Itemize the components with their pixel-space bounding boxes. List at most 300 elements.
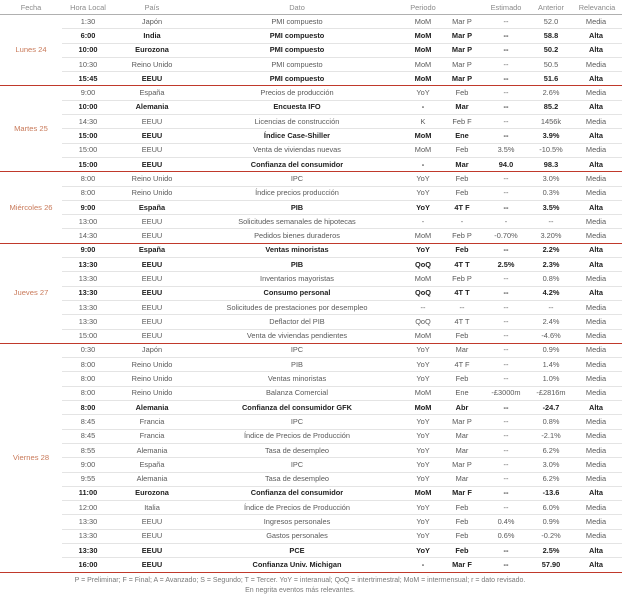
country-cell: Reino Unido: [114, 57, 190, 71]
previous-cell: 50.5: [530, 57, 572, 71]
hour-cell: 8:00: [62, 372, 114, 386]
estimate-cell: 0.4%: [482, 515, 530, 529]
period-ref-cell: Feb F: [442, 115, 482, 129]
previous-cell: 3.5%: [530, 200, 572, 214]
period-ref-cell: Mar P: [442, 15, 482, 29]
table-row: [0, 472, 622, 486]
hour-cell: 12:00: [62, 501, 114, 515]
country-cell: India: [114, 29, 190, 43]
country-cell: Reino Unido: [114, 386, 190, 400]
previous-cell: 3.9%: [530, 129, 572, 143]
hour-cell: 8:45: [62, 429, 114, 443]
estimate-cell: -0.70%: [482, 229, 530, 243]
estimate-cell: --: [482, 329, 530, 343]
estimate-cell: --: [482, 472, 530, 486]
relevance-cell: Media: [572, 458, 622, 472]
hour-cell: 9:00: [62, 200, 114, 214]
country-cell: EEUU: [114, 315, 190, 329]
indicator-cell: Solicitudes de prestaciones por desempleo: [190, 300, 404, 314]
country-cell: Alemania: [114, 472, 190, 486]
period-cell: -: [404, 100, 442, 114]
hour-cell: 14:30: [62, 115, 114, 129]
period-ref-cell: 4T T: [442, 258, 482, 272]
previous-cell: 4.2%: [530, 286, 572, 300]
indicator-cell: PMI compuesto: [190, 57, 404, 71]
previous-cell: 0.9%: [530, 515, 572, 529]
period-ref-cell: Mar: [442, 443, 482, 457]
period-cell: -: [404, 215, 442, 229]
country-cell: Reino Unido: [114, 358, 190, 372]
indicator-cell: PMI compuesto: [190, 15, 404, 29]
period-ref-cell: Feb: [442, 515, 482, 529]
relevance-cell: Media: [572, 529, 622, 543]
hour-cell: 10:00: [62, 43, 114, 57]
table-row: [0, 100, 622, 114]
previous-cell: 51.6: [530, 72, 572, 86]
period-cell: MoM: [404, 43, 442, 57]
hour-cell: 11:00: [62, 486, 114, 500]
indicator-cell: Índice de Precios de Producción: [190, 429, 404, 443]
estimate-cell: --: [482, 443, 530, 457]
col-header: País: [114, 0, 190, 15]
period-ref-cell: Mar P: [442, 57, 482, 71]
relevance-cell: Media: [572, 229, 622, 243]
hour-cell: 13:00: [62, 215, 114, 229]
hour-cell: 15:45: [62, 72, 114, 86]
estimate-cell: --: [482, 243, 530, 257]
estimate-cell: --: [482, 372, 530, 386]
country-cell: Italia: [114, 501, 190, 515]
period-cell: QoQ: [404, 286, 442, 300]
estimate-cell: --: [482, 300, 530, 314]
previous-cell: -2.1%: [530, 429, 572, 443]
relevance-cell: Media: [572, 143, 622, 157]
period-ref-cell: Mar: [442, 429, 482, 443]
period-cell: YoY: [404, 243, 442, 257]
relevance-cell: Media: [572, 343, 622, 357]
estimate-cell: --: [482, 558, 530, 572]
indicator-cell: PMI compuesto: [190, 29, 404, 43]
period-cell: YoY: [404, 458, 442, 472]
country-cell: Reino Unido: [114, 372, 190, 386]
indicator-cell: Ventas minoristas: [190, 243, 404, 257]
period-cell: MoM: [404, 486, 442, 500]
period-cell: YoY: [404, 86, 442, 100]
country-cell: EEUU: [114, 558, 190, 572]
country-cell: Francia: [114, 429, 190, 443]
estimate-cell: --: [482, 57, 530, 71]
indicator-cell: Solicitudes semanales de hipotecas: [190, 215, 404, 229]
country-cell: EEUU: [114, 258, 190, 272]
period-ref-cell: 4T F: [442, 358, 482, 372]
period-ref-cell: 4T T: [442, 315, 482, 329]
period-ref-cell: Mar: [442, 157, 482, 171]
period-cell: MoM: [404, 15, 442, 29]
indicator-cell: Índice de Precios de Producción: [190, 501, 404, 515]
col-header: Fecha: [0, 0, 62, 15]
indicator-cell: Tasa de desempleo: [190, 472, 404, 486]
previous-cell: --: [530, 215, 572, 229]
hour-cell: 8:00: [62, 172, 114, 186]
relevance-cell: Media: [572, 15, 622, 29]
previous-cell: 3.0%: [530, 458, 572, 472]
relevance-cell: Alta: [572, 486, 622, 500]
col-header: Hora Local: [62, 0, 114, 15]
table-row: [0, 86, 622, 100]
period-cell: YoY: [404, 186, 442, 200]
country-cell: Reino Unido: [114, 172, 190, 186]
header-row: [0, 0, 622, 15]
hour-cell: 6:00: [62, 29, 114, 43]
previous-cell: 6.2%: [530, 472, 572, 486]
period-cell: -: [404, 558, 442, 572]
period-ref-cell: Feb: [442, 543, 482, 557]
table-row: [0, 443, 622, 457]
relevance-cell: Media: [572, 172, 622, 186]
hour-cell: 13:30: [62, 286, 114, 300]
estimate-cell: --: [482, 415, 530, 429]
country-cell: EEUU: [114, 143, 190, 157]
col-header: Estimado: [482, 0, 530, 15]
period-ref-cell: Mar: [442, 343, 482, 357]
indicator-cell: PCE: [190, 543, 404, 557]
table-row: [0, 343, 622, 357]
estimate-cell: --: [482, 172, 530, 186]
relevance-cell: Alta: [572, 243, 622, 257]
table-row: [0, 43, 622, 57]
hour-cell: 8:00: [62, 386, 114, 400]
previous-cell: 52.0: [530, 15, 572, 29]
country-cell: EEUU: [114, 529, 190, 543]
period-cell: MoM: [404, 57, 442, 71]
relevance-cell: Media: [572, 115, 622, 129]
estimate-cell: --: [482, 186, 530, 200]
country-cell: EEUU: [114, 515, 190, 529]
previous-cell: -4.6%: [530, 329, 572, 343]
calendar-body: [0, 15, 622, 573]
hour-cell: 13:30: [62, 272, 114, 286]
table-row: [0, 115, 622, 129]
table-row: [0, 186, 622, 200]
relevance-cell: Media: [572, 501, 622, 515]
table-row: [0, 272, 622, 286]
indicator-cell: PMI compuesto: [190, 72, 404, 86]
estimate-cell: --: [482, 343, 530, 357]
relevance-cell: Alta: [572, 200, 622, 214]
table-row: [0, 243, 622, 257]
relevance-cell: Media: [572, 329, 622, 343]
relevance-cell: Alta: [572, 558, 622, 572]
country-cell: EEUU: [114, 286, 190, 300]
period-ref-cell: Feb: [442, 186, 482, 200]
table-row: [0, 315, 622, 329]
previous-cell: -13.6: [530, 486, 572, 500]
period-cell: QoQ: [404, 315, 442, 329]
country-cell: EEUU: [114, 129, 190, 143]
previous-cell: 98.3: [530, 157, 572, 171]
indicator-cell: Gastos personales: [190, 529, 404, 543]
previous-cell: 57.90: [530, 558, 572, 572]
country-cell: Alemania: [114, 401, 190, 415]
period-ref-cell: Abr: [442, 401, 482, 415]
period-ref-cell: Feb: [442, 372, 482, 386]
indicator-cell: Inventarios mayoristas: [190, 272, 404, 286]
previous-cell: -24.7: [530, 401, 572, 415]
relevance-cell: Media: [572, 415, 622, 429]
country-cell: Alemania: [114, 100, 190, 114]
country-cell: EEUU: [114, 272, 190, 286]
indicator-cell: Confianza del consumidor: [190, 157, 404, 171]
table-row: [0, 57, 622, 71]
previous-cell: 2.3%: [530, 258, 572, 272]
country-cell: Francia: [114, 415, 190, 429]
previous-cell: 1.0%: [530, 372, 572, 386]
indicator-cell: PIB: [190, 200, 404, 214]
period-cell: YoY: [404, 443, 442, 457]
indicator-cell: IPC: [190, 415, 404, 429]
relevance-cell: Alta: [572, 72, 622, 86]
relevance-cell: Media: [572, 315, 622, 329]
previous-cell: 58.8: [530, 29, 572, 43]
table-row: [0, 129, 622, 143]
estimate-cell: --: [482, 200, 530, 214]
period-cell: YoY: [404, 200, 442, 214]
hour-cell: 13:30: [62, 529, 114, 543]
estimate-cell: --: [482, 29, 530, 43]
estimate-cell: --: [482, 501, 530, 515]
estimate-cell: --: [482, 315, 530, 329]
previous-cell: 2.5%: [530, 543, 572, 557]
table-row: [0, 372, 622, 386]
table-row: [0, 386, 622, 400]
indicator-cell: Ingresos personales: [190, 515, 404, 529]
estimate-cell: 0.6%: [482, 529, 530, 543]
hour-cell: 13:30: [62, 515, 114, 529]
period-cell: YoY: [404, 358, 442, 372]
hour-cell: 8:00: [62, 358, 114, 372]
hour-cell: 8:45: [62, 415, 114, 429]
day-label: Lunes 24: [0, 15, 62, 86]
previous-cell: -0.2%: [530, 529, 572, 543]
footnote: [0, 576, 600, 596]
hour-cell: 16:00: [62, 558, 114, 572]
estimate-cell: -: [482, 215, 530, 229]
estimate-cell: --: [482, 458, 530, 472]
previous-cell: 1.4%: [530, 358, 572, 372]
period-ref-cell: 4T T: [442, 286, 482, 300]
indicator-cell: Índice precios producción: [190, 186, 404, 200]
estimate-cell: --: [482, 401, 530, 415]
estimate-cell: --: [482, 129, 530, 143]
relevance-cell: Alta: [572, 258, 622, 272]
hour-cell: 13:30: [62, 315, 114, 329]
table-row: [0, 401, 622, 415]
hour-cell: 10:00: [62, 100, 114, 114]
hour-cell: 13:30: [62, 300, 114, 314]
country-cell: EEUU: [114, 543, 190, 557]
period-cell: YoY: [404, 543, 442, 557]
indicator-cell: PMI compuesto: [190, 43, 404, 57]
hour-cell: 8:55: [62, 443, 114, 457]
relevance-cell: Alta: [572, 286, 622, 300]
table-row: [0, 501, 622, 515]
indicator-cell: Ventas minoristas: [190, 372, 404, 386]
period-cell: --: [404, 300, 442, 314]
estimate-cell: --: [482, 15, 530, 29]
relevance-cell: Media: [572, 386, 622, 400]
indicator-cell: Confianza del consumidor GFK: [190, 401, 404, 415]
relevance-cell: Media: [572, 57, 622, 71]
period-cell: YoY: [404, 415, 442, 429]
country-cell: España: [114, 200, 190, 214]
indicator-cell: Índice Case-Shiller: [190, 129, 404, 143]
table-row: [0, 72, 622, 86]
period-ref-cell: 4T F: [442, 200, 482, 214]
previous-cell: 3.0%: [530, 172, 572, 186]
relevance-cell: Media: [572, 443, 622, 457]
estimate-cell: --: [482, 43, 530, 57]
country-cell: EEUU: [114, 115, 190, 129]
table-row: [0, 286, 622, 300]
period-cell: MoM: [404, 272, 442, 286]
table-row: [0, 29, 622, 43]
table-row: [0, 458, 622, 472]
relevance-cell: Media: [572, 215, 622, 229]
period-ref-cell: --: [442, 300, 482, 314]
hour-cell: 9:00: [62, 458, 114, 472]
previous-cell: 1456k: [530, 115, 572, 129]
indicator-cell: Venta de viviendas nuevas: [190, 143, 404, 157]
estimate-cell: --: [482, 115, 530, 129]
previous-cell: 50.2: [530, 43, 572, 57]
hour-cell: 9:00: [62, 243, 114, 257]
col-header: Periodo: [404, 0, 442, 15]
estimate-cell: 3.5%: [482, 143, 530, 157]
estimate-cell: --: [482, 100, 530, 114]
previous-cell: 85.2: [530, 100, 572, 114]
period-ref-cell: -: [442, 215, 482, 229]
period-ref-cell: Mar F: [442, 486, 482, 500]
relevance-cell: Media: [572, 86, 622, 100]
previous-cell: 6.0%: [530, 501, 572, 515]
relevance-cell: Media: [572, 372, 622, 386]
period-ref-cell: Mar: [442, 472, 482, 486]
table-row: [0, 143, 622, 157]
indicator-cell: PIB: [190, 358, 404, 372]
period-cell: YoY: [404, 429, 442, 443]
period-ref-cell: Mar P: [442, 29, 482, 43]
period-ref-cell: Ene: [442, 129, 482, 143]
estimate-cell: -£3000m: [482, 386, 530, 400]
period-cell: YoY: [404, 472, 442, 486]
period-ref-cell: Feb: [442, 86, 482, 100]
indicator-cell: Tasa de desempleo: [190, 443, 404, 457]
estimate-cell: --: [482, 286, 530, 300]
table-row: [0, 200, 622, 214]
period-ref-cell: Feb P: [442, 229, 482, 243]
hour-cell: 1:30: [62, 15, 114, 29]
indicator-cell: IPC: [190, 172, 404, 186]
col-header: Anterior: [530, 0, 572, 15]
previous-cell: --: [530, 300, 572, 314]
footnote-legend: P = Preliminar; F = Final; A = Avanzado; S = Segundo; T = Tercer. YoY = interanual; QoQ = intertrimestral; MoM = intermensual; r = dato revisado.: [74, 577, 526, 584]
country-cell: Japón: [114, 343, 190, 357]
col-header: [442, 0, 482, 15]
relevance-cell: Media: [572, 358, 622, 372]
relevance-cell: Alta: [572, 129, 622, 143]
relevance-cell: Media: [572, 272, 622, 286]
hour-cell: 0:30: [62, 343, 114, 357]
indicator-cell: Balanza Comercial: [190, 386, 404, 400]
period-ref-cell: Feb: [442, 329, 482, 343]
period-ref-cell: Feb P: [442, 272, 482, 286]
col-header: Dato: [190, 0, 404, 15]
period-cell: -: [404, 157, 442, 171]
period-ref-cell: Mar P: [442, 415, 482, 429]
country-cell: EEUU: [114, 329, 190, 343]
estimate-cell: --: [482, 429, 530, 443]
period-cell: MoM: [404, 401, 442, 415]
estimate-cell: --: [482, 272, 530, 286]
country-cell: España: [114, 86, 190, 100]
country-cell: EEUU: [114, 300, 190, 314]
country-cell: Eurozona: [114, 43, 190, 57]
hour-cell: 10:30: [62, 57, 114, 71]
table-row: [0, 358, 622, 372]
period-ref-cell: Mar P: [442, 43, 482, 57]
period-cell: MoM: [404, 29, 442, 43]
relevance-cell: Media: [572, 186, 622, 200]
relevance-cell: Alta: [572, 43, 622, 57]
day-label: Martes 25: [0, 86, 62, 172]
period-ref-cell: Mar P: [442, 72, 482, 86]
indicator-cell: IPC: [190, 458, 404, 472]
period-cell: YoY: [404, 501, 442, 515]
relevance-cell: Alta: [572, 401, 622, 415]
previous-cell: 6.2%: [530, 443, 572, 457]
country-cell: Japón: [114, 15, 190, 29]
indicator-cell: Precios de producción: [190, 86, 404, 100]
estimate-cell: --: [482, 72, 530, 86]
indicator-cell: IPC: [190, 343, 404, 357]
table-row: [0, 15, 622, 29]
period-cell: MoM: [404, 143, 442, 157]
period-cell: MoM: [404, 329, 442, 343]
country-cell: España: [114, 458, 190, 472]
estimate-cell: 94.0: [482, 157, 530, 171]
period-cell: MoM: [404, 129, 442, 143]
period-cell: YoY: [404, 529, 442, 543]
period-ref-cell: Feb: [442, 143, 482, 157]
relevance-cell: Media: [572, 515, 622, 529]
previous-cell: 0.9%: [530, 343, 572, 357]
period-ref-cell: Feb: [442, 501, 482, 515]
period-ref-cell: Mar F: [442, 558, 482, 572]
period-cell: YoY: [404, 372, 442, 386]
period-cell: K: [404, 115, 442, 129]
relevance-cell: Media: [572, 300, 622, 314]
table-row: [0, 558, 622, 572]
relevance-cell: Alta: [572, 100, 622, 114]
footnote-bold-note: En negrita eventos más relevantes.: [245, 587, 355, 594]
period-ref-cell: Feb: [442, 243, 482, 257]
estimate-cell: --: [482, 358, 530, 372]
period-ref-cell: Feb: [442, 529, 482, 543]
relevance-cell: Media: [572, 429, 622, 443]
relevance-cell: Alta: [572, 157, 622, 171]
country-cell: EEUU: [114, 229, 190, 243]
hour-cell: 9:00: [62, 86, 114, 100]
